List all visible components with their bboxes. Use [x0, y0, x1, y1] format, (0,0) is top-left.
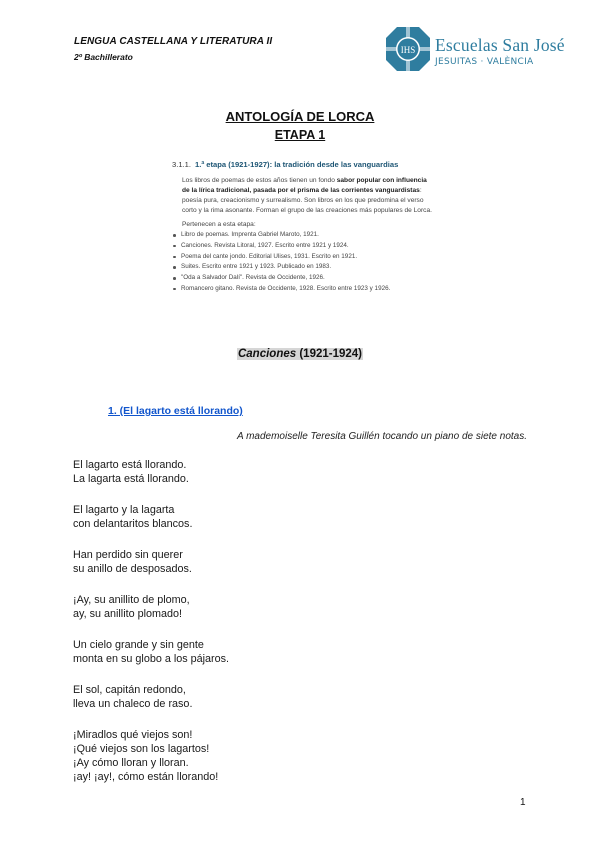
list-item: Suites. Escrito entre 1921 y 1923. Publicado en 1983.	[173, 262, 434, 273]
poem-line: su anillo de desposados.	[73, 563, 192, 575]
excerpt-paragraph: Los libros de poemas de estos años tienen un fondo sabor popular con influencia de la lírica tradicional, pasada por el prisma de las corrientes vanguardistas: poesía pura, creacionismo y surrealismo. Son libros en los que predomina el verso corto y la rima asonante. Forman el grupo de las creaciones más populares de Lorca.	[182, 177, 432, 214]
poem-dedication: A mademoiselle Teresita Guillén tocando un piano de siete notas.	[237, 431, 527, 442]
textbook-excerpt	[172, 160, 434, 295]
poem-line: con delantaritos blancos.	[73, 518, 193, 530]
list-item: Poema del cante jondo. Editorial Ulises, 1931. Escrito en 1921.	[173, 252, 434, 263]
poem-line: El sol, capitán redondo,	[73, 684, 186, 696]
course-level: 2º Bachillerato	[74, 52, 133, 62]
poem-line: El lagarto y la lagarta	[73, 504, 175, 516]
poem-line: Han perdido sin querer	[73, 549, 183, 561]
list-item: Libro de poemas. Imprenta Gabriel Maroto, 1921.	[173, 230, 434, 241]
poem-line: ay, su anillito plomado!	[73, 608, 183, 620]
poem-line: Un cielo grande y sin gente	[73, 639, 204, 651]
poem-line: ¡Miradlos qué viejos son!	[73, 729, 193, 741]
logo-monogram: IHS	[400, 45, 416, 55]
school-name: Escuelas San José	[435, 35, 565, 55]
poem-line: monta en su globo a los pájaros.	[73, 653, 230, 665]
poem-stanza	[73, 728, 229, 784]
poem-line: ¡Ay, su anillito de plomo,	[73, 594, 190, 606]
poem-stanza	[73, 503, 229, 531]
poem-stanza	[73, 683, 229, 711]
poem-line: El lagarto está llorando.	[73, 459, 187, 471]
poem-stanza	[73, 458, 229, 486]
excerpt-heading-number: 3.1.1.	[172, 160, 191, 169]
poem-title-link[interactable]: 1. (El lagarto está llorando)	[108, 405, 243, 417]
school-logo	[383, 24, 563, 76]
list-item: Romancero gitano. Revista de Occidente, 1928. Escrito entre 1923 y 1926.	[173, 284, 434, 295]
document-header	[74, 36, 272, 62]
poem-line: lleva un chaleco de raso.	[73, 698, 193, 710]
excerpt-list-intro: Pertenecen a esta etapa:	[182, 221, 256, 228]
list-item: "Oda a Salvador Dalí". Revista de Occidente, 1926.	[173, 273, 434, 284]
excerpt-works-list	[172, 230, 434, 295]
section-title-years: (1921-1924)	[296, 348, 363, 360]
school-emblem-icon	[383, 24, 433, 74]
poem-body	[73, 458, 229, 801]
poem-line: La lagarta está llorando.	[73, 473, 189, 485]
subject-name: LENGUA CASTELLANA Y LITERATURA II	[74, 36, 273, 47]
poem-line: ¡Qué viejos son los lagartos!	[73, 743, 210, 755]
poem-line: ¡Ay cómo lloran y lloran.	[73, 757, 189, 769]
poem-stanza	[73, 638, 229, 666]
section-heading	[0, 348, 600, 360]
page-title: ANTOLOGÍA DE LORCA	[225, 109, 375, 124]
poem-line: ¡ay! ¡ay!, cómo están llorando!	[73, 771, 219, 783]
excerpt-heading-text: 1.ª etapa (1921-1927): la tradición desde las vanguardias	[195, 160, 399, 169]
section-title-book: Canciones	[237, 348, 297, 360]
excerpt-heading	[172, 160, 434, 169]
page-subtitle: ETAPA 1	[274, 128, 326, 142]
page-number: 1	[520, 797, 526, 808]
list-item: Canciones. Revista Litoral, 1927. Escrito entre 1921 y 1924.	[173, 241, 434, 252]
poem-stanza	[73, 548, 229, 576]
poem-stanza	[73, 593, 229, 621]
school-tagline: JESUITAS · VALÈNCIA	[435, 57, 534, 67]
